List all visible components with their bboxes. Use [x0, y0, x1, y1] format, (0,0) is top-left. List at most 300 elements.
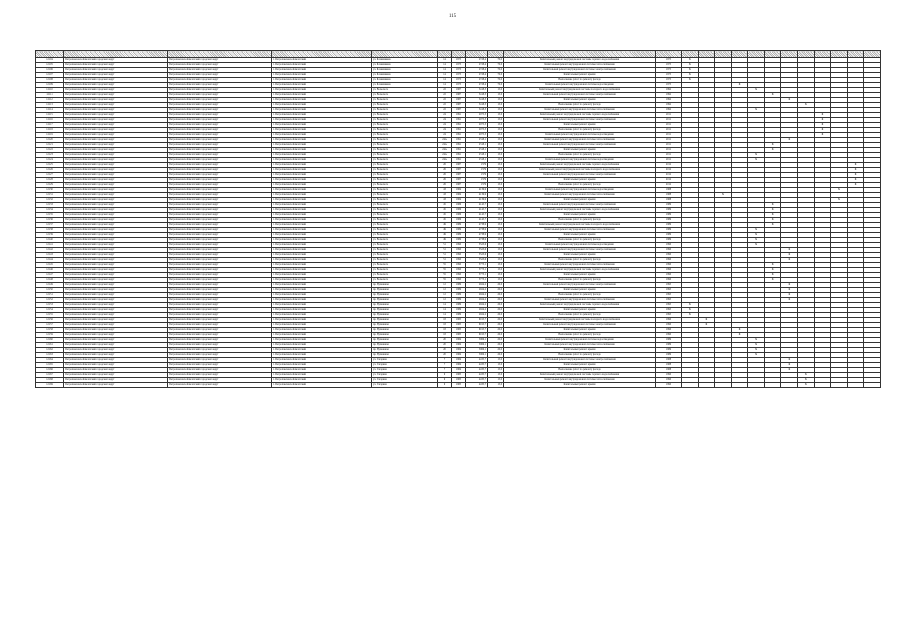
cell-plan: 1975	[656, 58, 682, 63]
cell-street: пр. Вулканная	[372, 323, 438, 328]
cell-id: 12133	[36, 203, 64, 208]
cell-house: 7	[438, 358, 452, 363]
cell-street: ул. Вольского	[372, 123, 438, 128]
cell-id: 12121	[36, 143, 64, 148]
cell-reg: Петропавловск-Камчатский городской округ	[64, 143, 168, 148]
cell-mun: Петропавловск-Камчатский городской округ	[168, 178, 272, 183]
cell-liv: 15,0	[488, 108, 504, 113]
header-cell	[504, 51, 656, 58]
cell-city: г. Петропавловск-Камчатский	[272, 173, 372, 178]
cell-id: 12156	[36, 318, 64, 323]
page-number: 115	[448, 14, 457, 19]
check-mark-cell: X	[764, 208, 781, 213]
cell-work: Капитальный ремонт внутридомовой системы горячего водоснабжения	[504, 113, 656, 118]
cell-street: пр. Вулканная	[372, 348, 438, 353]
cell-plan: 1995	[656, 298, 682, 303]
cell-street: ул. Вольского	[372, 188, 438, 193]
cell-mun: Петропавловск-Камчатский городской округ	[168, 373, 272, 378]
cell-liv: 15,0	[488, 268, 504, 273]
cell-reg: Петропавловск-Камчатский городской округ	[64, 218, 168, 223]
cell-liv: 20,0	[488, 318, 504, 323]
cell-reg: Петропавловск-Камчатский городской округ	[64, 88, 168, 93]
cell-street: ул. Вольского	[372, 203, 438, 208]
cell-reg: Петропавловск-Камчатский городской округ	[64, 333, 168, 338]
cell-house: 49	[438, 223, 452, 228]
empty-cell	[698, 383, 715, 388]
cell-id: 12117	[36, 123, 64, 128]
cell-mun: Петропавловск-Камчатский городской округ	[168, 338, 272, 343]
cell-liv: 15,0	[488, 218, 504, 223]
cell-house: 26	[438, 183, 452, 188]
cell-house: 12	[438, 283, 452, 288]
check-mark-cell: X	[682, 63, 699, 68]
cell-year: 1986	[452, 213, 466, 218]
cell-mun: Петропавловск-Камчатский городской округ	[168, 168, 272, 173]
cell-city: г. Петропавловск-Камчатский	[272, 308, 372, 313]
cell-id: 12130	[36, 188, 64, 193]
cell-plan: 1992	[656, 98, 682, 103]
cell-area: 3773,1	[466, 278, 488, 283]
cell-plan: 1990	[656, 333, 682, 338]
cell-liv: 70,0	[488, 83, 504, 88]
cell-plan: 1990	[656, 268, 682, 273]
cell-city: г. Петропавловск-Камчатский	[272, 358, 372, 363]
cell-plan: 1975	[656, 83, 682, 88]
header-cell	[656, 51, 682, 58]
cell-area: 2075,3	[466, 118, 488, 123]
cell-house: 26	[438, 163, 452, 168]
cell-street: ул. Бохняшкина	[372, 83, 438, 88]
header-cell	[372, 51, 438, 58]
cell-area: 4145,7	[466, 218, 488, 223]
cell-plan: 1990	[656, 383, 682, 388]
cell-area: 1379	[466, 168, 488, 173]
cell-city: г. Петропавловск-Камчатский	[272, 58, 372, 63]
check-mark-cell: X	[798, 373, 815, 378]
cell-work: Капитальный ремонт крыши	[504, 98, 656, 103]
cell-plan: 1989	[656, 213, 682, 218]
cell-house: 51	[438, 248, 452, 253]
cell-street: пр. Вулканная	[372, 328, 438, 333]
check-mark-cell: X	[682, 73, 699, 78]
cell-year: 1990	[452, 253, 466, 258]
cell-reg: Петропавловск-Камчатский городской округ	[64, 173, 168, 178]
cell-work: Капитальный ремонт внутридомовой системы теплоснабжения	[504, 343, 656, 348]
cell-liv: 15,0	[488, 253, 504, 258]
cell-city: г. Петропавловск-Камчатский	[272, 143, 372, 148]
cell-city: г. Петропавловск-Камчатский	[272, 378, 372, 383]
cell-area: 2318,1	[466, 143, 488, 148]
cell-area: 2075,3	[466, 123, 488, 128]
cell-mun: Петропавловск-Камчатский городской округ	[168, 153, 272, 158]
cell-id: 12128	[36, 178, 64, 183]
cell-house: 51	[438, 258, 452, 263]
check-mark-cell: X	[814, 118, 831, 123]
cell-work: Капитальный ремонт крыши	[504, 198, 656, 203]
cell-city: г. Петропавловск-Камчатский	[272, 123, 372, 128]
cell-mun: Петропавловск-Камчатский городской округ	[168, 173, 272, 178]
cell-reg: Петропавловск-Камчатский городской округ	[64, 273, 168, 278]
cell-plan: 1988	[656, 363, 682, 368]
cell-street: ул. Бохняшкина	[372, 78, 438, 83]
cell-liv: 15,0	[488, 203, 504, 208]
cell-house: 26	[438, 168, 452, 173]
header-cell	[36, 51, 64, 58]
cell-year: 1990	[452, 248, 466, 253]
cell-work: Капитальный ремонт внутридомовой системы электроснабжения	[504, 118, 656, 123]
check-mark-cell: X	[748, 158, 765, 163]
empty-cell	[764, 383, 781, 388]
cell-work: Капитальный ремонт крыши	[504, 178, 656, 183]
cell-plan: 1989	[656, 353, 682, 358]
cell-liv: 15,0	[488, 228, 504, 233]
check-mark-cell: X	[781, 283, 798, 288]
header-cell	[798, 51, 815, 58]
cell-id: 12122	[36, 148, 64, 153]
check-mark-cell: X	[748, 153, 765, 158]
cell-reg: Петропавловск-Камчатский городской округ	[64, 188, 168, 193]
cell-year: 1991	[452, 138, 466, 143]
check-mark-cell: X	[798, 378, 815, 383]
cell-house: 20	[438, 338, 452, 343]
cell-liv: 20,0	[488, 353, 504, 358]
cell-id: 12166	[36, 368, 64, 373]
cell-area: 4435,7	[466, 383, 488, 388]
cell-work: Капитальный ремонт внутридомовой системы водоотведения	[504, 243, 656, 248]
header-cell	[698, 51, 715, 58]
cell-street: ул. Вольского	[372, 233, 438, 238]
header-cell	[466, 51, 488, 58]
cell-liv: 15,0	[488, 243, 504, 248]
cell-street: ул. Бохняшкина	[372, 73, 438, 78]
cell-mun: Петропавловск-Камчатский городской округ	[168, 73, 272, 78]
cell-id: 12152	[36, 298, 64, 303]
cell-reg: Петропавловск-Камчатский городской округ	[64, 198, 168, 203]
header-cell	[272, 51, 372, 58]
check-mark-cell: X	[764, 148, 781, 153]
cell-house: 24А	[438, 153, 452, 158]
cell-year: 1985	[452, 323, 466, 328]
cell-liv: 15,0	[488, 158, 504, 163]
cell-work: Капитальный ремонт внутридомовой системы электроснабжения	[504, 248, 656, 253]
check-mark-cell: X	[764, 93, 781, 98]
cell-id: 12116	[36, 118, 64, 123]
cell-street: ул. Вольского	[372, 98, 438, 103]
cell-mun: Петропавловск-Камчатский городской округ	[168, 93, 272, 98]
cell-work: Капитальный ремонт внутридомовой системы электроснабжения	[504, 173, 656, 178]
cell-plan: 1988	[656, 188, 682, 193]
cell-id: 12108	[36, 78, 64, 83]
header-cell	[168, 51, 272, 58]
cell-street: ул. Вольского	[372, 93, 438, 98]
cell-house: 49	[438, 228, 452, 233]
cell-plan: 1995	[656, 308, 682, 313]
cell-work: Капитальный ремонт крыши	[504, 348, 656, 353]
cell-year: 1987	[452, 183, 466, 188]
cell-liv: 15,0	[488, 93, 504, 98]
cell-plan: 1992	[656, 103, 682, 108]
cell-id: 12155	[36, 313, 64, 318]
cell-plan: 1975	[656, 73, 682, 78]
cell-house: 12	[438, 293, 452, 298]
cell-area: 5066,1	[466, 348, 488, 353]
cell-city: г. Петропавловск-Камчатский	[272, 213, 372, 218]
cell-house: 55	[438, 263, 452, 268]
header-cell	[731, 51, 748, 58]
cell-reg: Петропавловск-Камчатский городской округ	[64, 248, 168, 253]
cell-year: 1975	[452, 83, 466, 88]
cell-mun: Петропавловск-Камчатский городской округ	[168, 293, 272, 298]
cell-area: 2318,1	[466, 158, 488, 163]
table-header-row	[36, 51, 881, 58]
cell-area: 2728,4	[466, 78, 488, 83]
cell-area: 3523,6	[466, 243, 488, 248]
cell-street: ул. Вольского	[372, 228, 438, 233]
check-mark-cell: X	[682, 58, 699, 63]
cell-year: 1987	[452, 108, 466, 113]
cell-mun: Петропавловск-Камчатский городской округ	[168, 88, 272, 93]
cell-reg: Петропавловск-Камчатский городской округ	[64, 223, 168, 228]
cell-house: 9	[438, 383, 452, 388]
cell-id: 12110	[36, 88, 64, 93]
cell-mun: Петропавловск-Камчатский городской округ	[168, 103, 272, 108]
cell-street: ул. Вольского	[372, 198, 438, 203]
cell-mun: Петропавловск-Камчатский городской округ	[168, 113, 272, 118]
cell-mun: Петропавловск-Камчатский городской округ	[168, 263, 272, 268]
cell-street: ул. Вольского	[372, 278, 438, 283]
cell-year: 1991	[452, 153, 466, 158]
cell-work: Выполнение работ по ремонту фасада	[504, 368, 656, 373]
cell-house: 45	[438, 208, 452, 213]
check-mark-cell: X	[764, 143, 781, 148]
cell-work: Выполнение работ по ремонту фасада	[504, 183, 656, 188]
cell-year: 1985	[452, 318, 466, 323]
cell-reg: Петропавловск-Камчатский городской округ	[64, 243, 168, 248]
cell-liv: 20,0	[488, 283, 504, 288]
cell-id: 12123	[36, 153, 64, 158]
cell-work: Капитальный ремонт внутридомовой системы холодного водоснабжения	[504, 88, 656, 93]
cell-work: Выполнение работ по ремонту фасада	[504, 238, 656, 243]
check-mark-cell: X	[748, 353, 765, 358]
check-mark-cell: X	[682, 313, 699, 318]
cell-mun: Петропавловск-Камчатский городской округ	[168, 228, 272, 233]
cell-work: Капитальный ремонт внутридомовой системы теплоснабжения	[504, 228, 656, 233]
cell-street: ул. Вольского	[372, 113, 438, 118]
cell-street: пр. Вулканная	[372, 293, 438, 298]
cell-area: 4435,7	[466, 368, 488, 373]
cell-liv: 70,0	[488, 73, 504, 78]
cell-reg: Петропавловск-Камчатский городской округ	[64, 283, 168, 288]
cell-id: 12164	[36, 358, 64, 363]
cell-city: г. Петропавловск-Камчатский	[272, 113, 372, 118]
cell-year: 1984	[452, 343, 466, 348]
cell-city: г. Петропавловск-Камчатский	[272, 153, 372, 158]
cell-mun: Петропавловск-Камчатский городской округ	[168, 68, 272, 73]
cell-id: 12169	[36, 383, 64, 388]
check-mark-cell: X	[781, 253, 798, 258]
cell-reg: Петропавловск-Камчатский городской округ	[64, 313, 168, 318]
cell-plan: 1995	[656, 313, 682, 318]
cell-year: 1991	[452, 118, 466, 123]
cell-liv: 15,0	[488, 153, 504, 158]
cell-house: 14	[438, 58, 452, 63]
cell-year: 1989	[452, 313, 466, 318]
cell-street: ул. Вольского	[372, 118, 438, 123]
cell-plan: 1990	[656, 378, 682, 383]
cell-house: 24А	[438, 148, 452, 153]
cell-city: г. Петропавловск-Камчатский	[272, 253, 372, 258]
cell-liv: 15,0	[488, 233, 504, 238]
cell-street: ул. Вольского	[372, 243, 438, 248]
cell-work: Капитальный ремонт крыши	[504, 273, 656, 278]
cell-area: 2924,2	[466, 313, 488, 318]
cell-work: Выполнение работ по ремонту фасада	[504, 153, 656, 158]
cell-work: Капитальный ремонт крыши	[504, 233, 656, 238]
cell-city: г. Петропавловск-Камчатский	[272, 293, 372, 298]
cell-street: ул. Вольского	[372, 163, 438, 168]
cell-work: Капитальный ремонт внутридомовой системы водоотведения	[504, 188, 656, 193]
cell-house: 7	[438, 363, 452, 368]
cell-plan: 2011	[656, 153, 682, 158]
cell-id: 12114	[36, 108, 64, 113]
cell-reg: Петропавловск-Камчатский городской округ	[64, 213, 168, 218]
cell-work: Капитальный ремонт внутридомовой системы теплоснабжения	[504, 298, 656, 303]
cell-house: 24	[438, 118, 452, 123]
cell-mun: Петропавловск-Камчатский городской округ	[168, 248, 272, 253]
cell-plan: 1995	[656, 283, 682, 288]
cell-house: 20	[438, 348, 452, 353]
cell-plan: 1990	[656, 253, 682, 258]
cell-year: 1975	[452, 73, 466, 78]
cell-house: 43	[438, 188, 452, 193]
check-mark-cell: X	[781, 358, 798, 363]
cell-mun: Петропавловск-Камчатский городской округ	[168, 298, 272, 303]
check-mark-cell: X	[847, 168, 864, 173]
cell-reg: Петропавловск-Камчатский городской округ	[64, 288, 168, 293]
cell-reg: Петропавловск-Камчатский городской округ	[64, 328, 168, 333]
cell-street: ул. Вольского	[372, 223, 438, 228]
cell-year: 1989	[452, 308, 466, 313]
cell-liv: 20,0	[488, 323, 504, 328]
cell-liv: 15,0	[488, 183, 504, 188]
cell-plan: 1989	[656, 218, 682, 223]
cell-liv: 15,0	[488, 98, 504, 103]
cell-city: г. Петропавловск-Камчатский	[272, 208, 372, 213]
check-mark-cell: X	[781, 368, 798, 373]
cell-city: г. Петропавловск-Камчатский	[272, 238, 372, 243]
cell-liv: 15,0	[488, 148, 504, 153]
cell-work: Капитальный ремонт внутридомовой системы электроснабжения	[504, 323, 656, 328]
cell-id: 12131	[36, 193, 64, 198]
cell-mun: Петропавловск-Камчатский городской округ	[168, 218, 272, 223]
check-mark-cell: X	[698, 318, 715, 323]
cell-id: 12119	[36, 133, 64, 138]
cell-id: 12143	[36, 253, 64, 258]
cell-house: 14	[438, 73, 452, 78]
cell-year: 1984	[452, 338, 466, 343]
cell-reg: Петропавловск-Камчатский городской округ	[64, 293, 168, 298]
cell-mun: Петропавловск-Камчатский городской округ	[168, 58, 272, 63]
cell-id: 12148	[36, 278, 64, 283]
cell-house: 24А	[438, 158, 452, 163]
cell-work: Капитальный ремонт крыши	[504, 288, 656, 293]
cell-house: 14	[438, 68, 452, 73]
cell-year: 1986	[452, 218, 466, 223]
check-mark-cell: X	[731, 328, 748, 333]
cell-area: 6015,7	[466, 318, 488, 323]
cell-area: 4136,9	[466, 198, 488, 203]
cell-street: ул. Вольского	[372, 173, 438, 178]
cell-work: Капитальный ремонт внутридомовой системы холодного водоснабжения	[504, 168, 656, 173]
cell-work: Выполнение работ по ремонту фасада	[504, 218, 656, 223]
cell-reg: Петропавловск-Камчатский городской округ	[64, 183, 168, 188]
check-mark-cell: X	[764, 273, 781, 278]
cell-area: 2075,3	[466, 133, 488, 138]
cell-city: г. Петропавловск-Камчатский	[272, 333, 372, 338]
check-mark-cell: X	[764, 213, 781, 218]
cell-house: 49	[438, 233, 452, 238]
cell-liv: 70,0	[488, 63, 504, 68]
cell-reg: Петропавловск-Камчатский городской округ	[64, 238, 168, 243]
cell-liv: 15,0	[488, 368, 504, 373]
cell-reg: Петропавловск-Камчатский городской округ	[64, 353, 168, 358]
cell-work: Капитальный ремонт внутридомовой системы теплоснабжения	[504, 63, 656, 68]
cell-reg: Петропавловск-Камчатский городской округ	[64, 253, 168, 258]
check-mark-cell: X	[781, 288, 798, 293]
cell-street: пр. Вулканная	[372, 308, 438, 313]
cell-area: 1379	[466, 173, 488, 178]
check-mark-cell: X	[781, 298, 798, 303]
cell-mun: Петропавловск-Камчатский городской округ	[168, 313, 272, 318]
cell-reg: Петропавловск-Камчатский городской округ	[64, 63, 168, 68]
cell-area: 5418,3	[466, 88, 488, 93]
cell-reg: Петропавловск-Камчатский городской округ	[64, 233, 168, 238]
cell-reg: Петропавловск-Камчатский городской округ	[64, 343, 168, 348]
cell-reg: Петропавловск-Камчатский городской округ	[64, 58, 168, 63]
cell-work: Выполнение работ по ремонту фасада	[504, 353, 656, 358]
cell-year: 1985	[452, 383, 466, 388]
cell-area: 2075,3	[466, 128, 488, 133]
cell-city: г. Петропавловск-Камчатский	[272, 138, 372, 143]
cell-reg: Петропавловск-Камчатский городской округ	[64, 323, 168, 328]
cell-plan: 2011	[656, 118, 682, 123]
cell-year: 1986	[452, 203, 466, 208]
header-cell	[814, 51, 831, 58]
cell-liv: 70,0	[488, 78, 504, 83]
cell-mun: Петропавловск-Камчатский городской округ	[168, 213, 272, 218]
cell-work: Выполнение работ по ремонту фасада	[504, 258, 656, 263]
check-mark-cell: X	[781, 258, 798, 263]
cell-street: пр. Вулканная	[372, 283, 438, 288]
cell-reg: Петропавловск-Камчатский городской округ	[64, 148, 168, 153]
cell-plan: 1989	[656, 233, 682, 238]
cell-area: 5418,3	[466, 108, 488, 113]
header-cell	[715, 51, 732, 58]
cell-house: 55	[438, 268, 452, 273]
cell-area: 6015,7	[466, 333, 488, 338]
cell-year: 1989	[452, 233, 466, 238]
cell-work: Капитальный ремонт внутридомовой системы горячего водоснабжения	[504, 208, 656, 213]
cell-liv: 70,0	[488, 58, 504, 63]
cell-mun: Петропавловск-Камчатский городской округ	[168, 193, 272, 198]
cell-id: 12146	[36, 268, 64, 273]
cell-house: 14	[438, 83, 452, 88]
cell-mun: Петропавловск-Камчатский городской округ	[168, 333, 272, 338]
cell-liv: 15,0	[488, 213, 504, 218]
cell-id: 12127	[36, 173, 64, 178]
cell-street: ул. Вольского	[372, 268, 438, 273]
cell-plan: 2012	[656, 168, 682, 173]
